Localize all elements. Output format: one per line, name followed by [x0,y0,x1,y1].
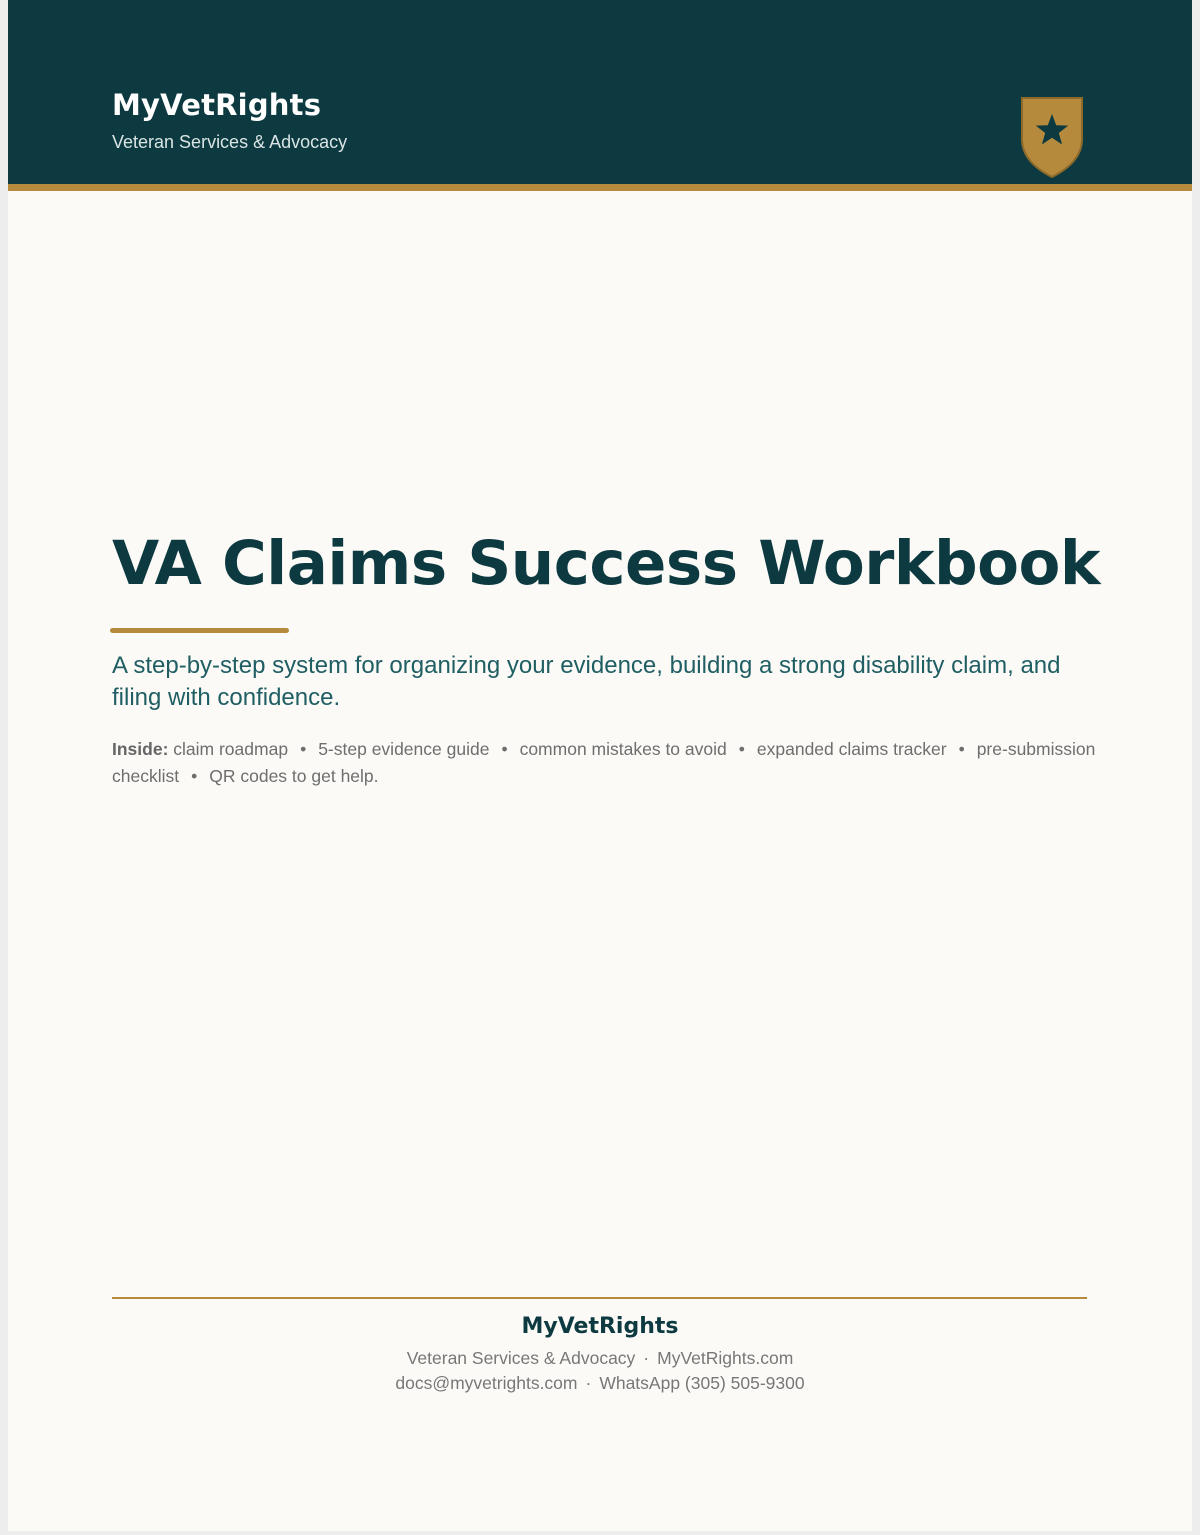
dot-separator: · [643,1348,650,1368]
shield-star-icon [1020,95,1084,179]
footer-whatsapp-link[interactable]: WhatsApp (305) 505-9300 [599,1373,805,1393]
footer-line-2 [8,1373,1192,1394]
footer-brand-name: MyVetRights [521,1314,679,1339]
bullet-separator: • [191,766,198,786]
header-accent-rule [8,184,1192,191]
footer-rule [112,1297,1087,1299]
contents-item: QR codes to get help. [209,766,379,786]
contents-label: Inside: [112,739,169,759]
document-title: VA Claims Success Workbook [112,528,1100,599]
footer-email-link[interactable]: docs@myvetrights.com [395,1373,578,1393]
brand-tagline: Veteran Services & Advocacy [112,132,348,152]
contents-item: pre-submission checklist [112,739,1096,786]
title-underline [110,628,289,633]
bullet-separator: • [501,739,508,759]
contents-item: common mistakes to avoid [519,739,727,759]
contents-summary [112,736,1102,790]
brand-name: MyVetRights [112,88,322,122]
footer-line-1 [8,1348,1192,1369]
contents-item: expanded claims tracker [756,739,947,759]
document-subtitle: A step-by-step system for organizing your evidence, building a strong disability claim, and filing with confidence. [112,652,1061,711]
contents-item: claim roadmap [173,739,289,759]
dot-separator: · [585,1373,592,1393]
bullet-separator: • [738,739,745,759]
contents-item: 5-step evidence guide [318,739,490,759]
workbook-cover-page [8,0,1192,1531]
bullet-separator: • [300,739,307,759]
bullet-separator: • [958,739,965,759]
footer-tagline: Veteran Services & Advocacy [406,1348,636,1368]
footer-website-link[interactable]: MyVetRights.com [657,1348,794,1368]
header-banner [8,0,1192,184]
